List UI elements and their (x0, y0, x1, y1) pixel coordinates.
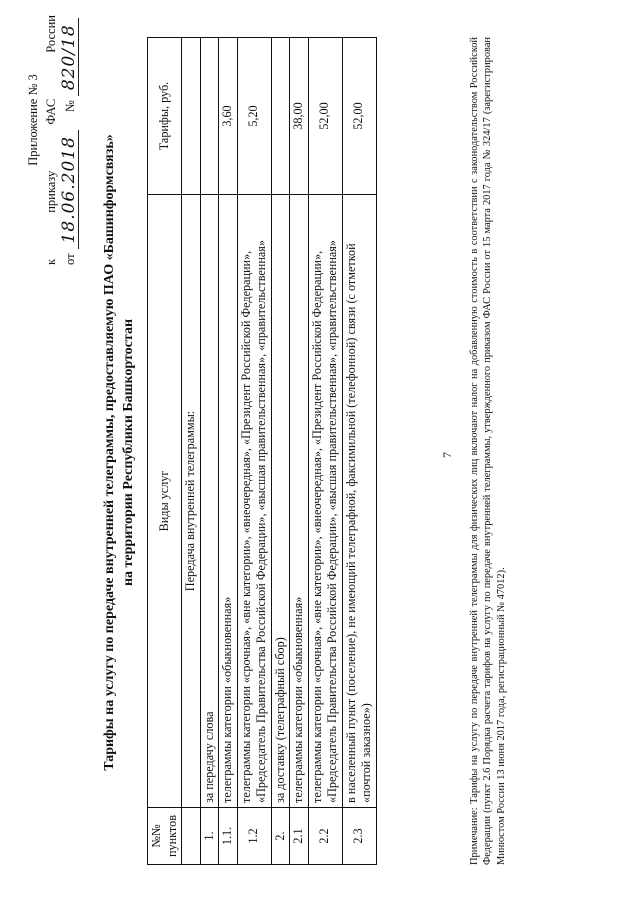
row-tariff (200, 38, 219, 195)
row-tariff: 3,60 (219, 38, 238, 195)
appendix-number: 820/18 (60, 18, 79, 96)
row-tariff: 38,00 (290, 38, 309, 195)
appendix-header (24, 15, 79, 265)
appendix-order-word: приказу (44, 170, 58, 213)
row-num: 1. (200, 808, 219, 865)
row-num: 2.3 (342, 808, 376, 865)
footnote: Примечание: Тарифы на услугу по передаче внутренней телеграммы для физических лиц включают налог на добавленную стоимость в соответствии с законодательством Российской Федерации (пункт 2.6 Порядка расчета тарифов на услугу по передаче внутренней телеграммы, утвержденного приказом ФАС России от 15 марта 2017 года № 324/17 (зарегистрирован Минюстом России 13 июня 2017 года, регистрационный № 47012). (469, 37, 507, 865)
table-row (271, 38, 290, 865)
tariff-table (147, 37, 377, 865)
section-empty-num (182, 808, 201, 865)
document-title (100, 40, 138, 865)
row-num: 2.2 (308, 808, 342, 865)
row-tariff (271, 38, 290, 195)
appendix-order-line (42, 15, 60, 265)
title-line-1: Тарифы на услугу по передаче внутренней телеграммы, предоставляемую ПАО «Башинформсвязь» (102, 134, 117, 771)
appendix-date-line (60, 15, 79, 265)
appendix-country: России (44, 15, 58, 53)
row-num: 1.2 (237, 808, 271, 865)
table-header-row (148, 38, 182, 865)
section-empty-tariff (182, 38, 201, 195)
row-service: телеграммы категории «срочная», «вне категории», «внеочередная», «Президент Российской Федерации», «Председатель Правительства Российской Федерации», «высшая правительственная», «правительственная» (308, 195, 342, 808)
appendix-title: Приложение № 3 (26, 74, 40, 166)
row-num: 2.1 (290, 808, 309, 865)
row-num: 2. (271, 808, 290, 865)
table-row (219, 38, 238, 865)
header-service: Виды услуг (148, 195, 182, 808)
row-service: телеграммы категории «обыкновенная» (290, 195, 309, 808)
header-tariff: Тарифы, руб. (148, 38, 182, 195)
table-row (290, 38, 309, 865)
row-service: за доставку (телеграфный сбор) (271, 195, 290, 808)
row-service: телеграммы категории «срочная», «вне категории», «внеочередная», «Президент Российской Федерации», «Председатель Правительства Российской Федерации», «высшая правительственная», «правительственная» (237, 195, 271, 808)
appendix-org: ФАС (44, 98, 58, 125)
table-row (237, 38, 271, 865)
appendix-number-label: № (63, 100, 77, 113)
row-service: за передачу слова (200, 195, 219, 808)
row-tariff: 52,00 (308, 38, 342, 195)
appendix-to-prefix: к (44, 258, 58, 265)
table-row (308, 38, 342, 865)
row-service: в населенный пункт (поселение), не имеющий телеграфной, факсимильной (телефонной) связи (с отметкой «почтой заказное») (342, 195, 376, 808)
table-row (342, 38, 376, 865)
section-row (182, 38, 201, 865)
title-line-2: на территории Республики Башкортостан (121, 318, 136, 587)
table-row (200, 38, 219, 865)
appendix-from-label: от (63, 253, 77, 265)
row-tariff: 5,20 (237, 38, 271, 195)
section-label: Передача внутренней телеграммы: (182, 195, 201, 808)
header-num: №№ пунктов (148, 808, 182, 865)
row-service: телеграммы категории «обыкновенная» (219, 195, 238, 808)
appendix-date: 18.06.2018 (60, 130, 79, 249)
row-num: 1.1. (219, 808, 238, 865)
row-tariff: 52,00 (342, 38, 376, 195)
page-number: 7 (440, 452, 454, 458)
